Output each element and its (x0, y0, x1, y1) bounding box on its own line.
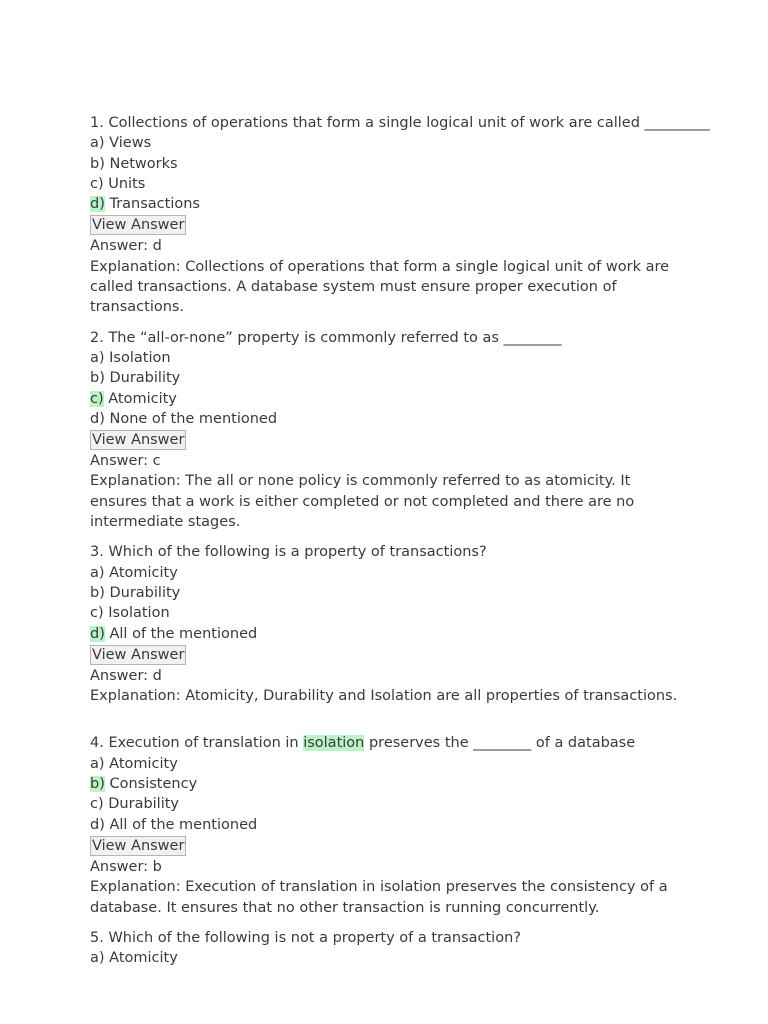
option-c: c) Isolation (90, 605, 170, 622)
correct-option-highlight: c) (90, 390, 104, 407)
question-text: 1. Collections of operations that form a single logical unit of work are called _________ (90, 115, 710, 131)
option-a: a) Atomicity (90, 755, 178, 772)
question-block-1 (90, 113, 710, 318)
answer-text: Answer: d (90, 667, 162, 684)
answer-text: Answer: d (90, 238, 162, 255)
option-b: b) Networks (90, 155, 178, 172)
option-d: d) None of the mentioned (90, 410, 278, 427)
question-text: 2. The “all-or-none” property is commonly referred to as ________ (90, 329, 562, 346)
option-d: d) All of the mentioned (90, 816, 258, 833)
question-block-2 (90, 328, 690, 533)
question-text: 5. Which of the following is not a property of a transaction? (90, 929, 521, 946)
explanation-text: Explanation: Collections of operations that form a single logical unit of work are called transactions. A database system must ensure proper execution of transactions. (90, 258, 670, 316)
option-b-correct: b) Consistency (90, 776, 198, 793)
option-d-correct: d) Transactions (90, 196, 200, 213)
option-d-correct: d) All of the mentioned (90, 625, 258, 642)
option-c-correct: c) Atomicity (90, 390, 177, 407)
view-answer-button[interactable]: View Answer (92, 217, 185, 234)
option-b: b) Durability (90, 584, 181, 601)
question-block-3 (90, 542, 690, 706)
explanation-text: Explanation: Atomicity, Durability and Isolation are all properties of transactions. (90, 688, 678, 705)
correct-option-highlight: b) (90, 776, 105, 793)
explanation-text: Explanation: Execution of translation in isolation preserves the consistency of a database. It ensures that no other transaction is running concurrently. (90, 879, 668, 916)
option-a: a) Atomicity (90, 564, 178, 581)
option-a: a) Atomicity (90, 950, 178, 967)
option-a: a) Isolation (90, 349, 171, 366)
option-c: c) Units (90, 175, 146, 192)
view-answer-button[interactable]: View Answer (92, 837, 185, 854)
question-block-5 (90, 928, 690, 969)
correct-option-highlight: d) (90, 196, 105, 213)
correct-option-highlight: d) (90, 625, 105, 642)
highlighted-term: isolation (303, 735, 365, 752)
option-b: b) Durability (90, 370, 181, 387)
question-text: 3. Which of the following is a property of transactions? (90, 544, 487, 561)
question-text: 4. Execution of translation in isolation preserves the ________ of a database (90, 735, 636, 752)
explanation-text: Explanation: The all or none policy is commonly referred to as atomicity. It ensures that a work is either completed or not completed and there are no intermediate stages. (90, 473, 635, 531)
option-a: a) Views (90, 135, 152, 152)
mcq-page (90, 113, 710, 978)
view-answer-button[interactable]: View Answer (92, 646, 185, 663)
option-c: c) Durability (90, 796, 180, 813)
question-block-4 (90, 733, 690, 917)
answer-text: Answer: c (90, 453, 161, 470)
answer-text: Answer: b (90, 858, 162, 875)
view-answer-button[interactable]: View Answer (92, 432, 185, 449)
